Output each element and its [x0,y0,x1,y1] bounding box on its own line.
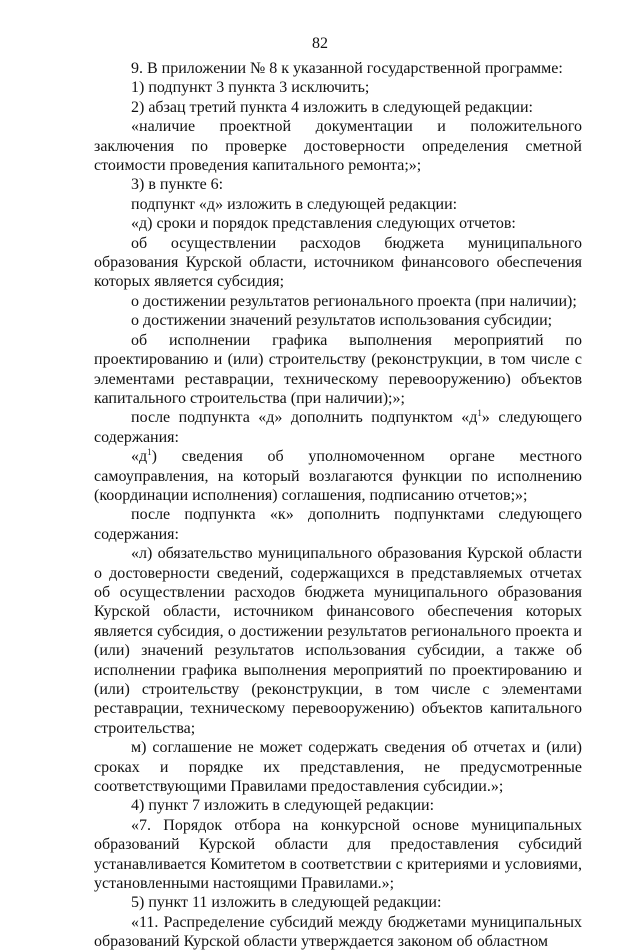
paragraph-report-expenses: об осуществлении расходов бюджета муниципального образования Курской области, источником финансового обеспечения которых является субсидия; [94,234,582,291]
paragraph-report-values: о достижении значений результатов использования субсидии; [131,312,553,330]
paragraph-item-9: 9. В приложении № 8 к указанной государственной программе: [131,60,563,77]
paragraph-subitem-4: 4) пункт 7 изложить в следующей редакции: [131,797,435,815]
paragraph-add-d1-intro [94,408,582,447]
paragraph-point-7: «7. Порядок отбора на конкурсной основе муниципальных образований Курской области для предоставления субсидий устанавливается Комитетом в соответствии с критериями и условиями, установленными настоящими Правилами.»; [94,816,582,893]
page-number: 82 [312,35,328,52]
text-with-superscript: после подпункта «д» дополнить подпунктом «$д^1$» следующего содержания: [94,408,582,446]
paragraph-report-schedule: об исполнении графика выполнения мероприятий по проектированию и (или) строительству (реконструкции, в том числе с элементами реставрации, техническому перевооружению) объектов капитального строительства (при наличии);»; [94,331,582,407]
paragraph-add-after-k: после подпункта «к» дополнить подпунктами следующего содержания: [94,506,582,543]
document-body [94,59,582,952]
paragraph-subpoint-d1 [94,447,582,505]
superscript-one: 1 [477,408,482,419]
paragraph-point-11: «11. Распределение субсидий между бюджетами муниципальных образований Курской области утверждается законом об областном [94,913,582,951]
text-with-superscript: «$д^1$) сведения об уполномоченном органе местного самоуправления, на который возлагаются функции по исполнению (координации исполнения) соглашения, подписанию отчетов;»; [94,447,582,504]
paragraph-subitem-2: 2) абзац третий пункта 4 изложить в следующей редакции: [131,98,533,116]
paragraph-subitem-3: 3) в пункте 6: [131,176,224,194]
paragraph-report-results: о достижении результатов регионального проекта (при наличии); [131,292,577,310]
paragraph-subitem-1: 1) подпункт 3 пункта 3 исключить; [131,79,370,97]
paragraph-subpoint-m: м) соглашение не может содержать сведения об отчетах и (или) сроках и порядке их представления, не предусмотренные соответствующими Правилами предоставления субсидии.»; [94,739,582,796]
paragraph-subitem-5: 5) пункт 11 изложить в следующей редакции: [131,894,442,912]
paragraph-subpoint-d: «д) сроки и порядок представления следующих отчетов: [131,215,516,233]
paragraph-quote-design-docs: «наличие проектной документации и положительного заключения по проверке достоверности определения сметной стоимости проведения капитального ремонта;»; [94,118,582,175]
superscript-one: 1 [147,447,152,458]
paragraph-subpoint-l: «л) обязательство муниципального образования Курской области о достоверности сведений, содержащихся в представляемых отчетах об осуществлении расходов бюджета муниципального образования Курской области, источником финансового обеспечения которых является субсидия, о достижении результатов регионального проекта и (или) значений результатов использования субсидии, а также об исполнении графика выполнения мероприятий по проектированию и (или) строительству (реконструкции, в том числе с элементами реставрации, техническому перевооружению) объектов капитального строительства; [94,545,582,737]
paragraph-subpoint-d-intro: подпункт «д» изложить в следующей редакции: [131,195,458,213]
